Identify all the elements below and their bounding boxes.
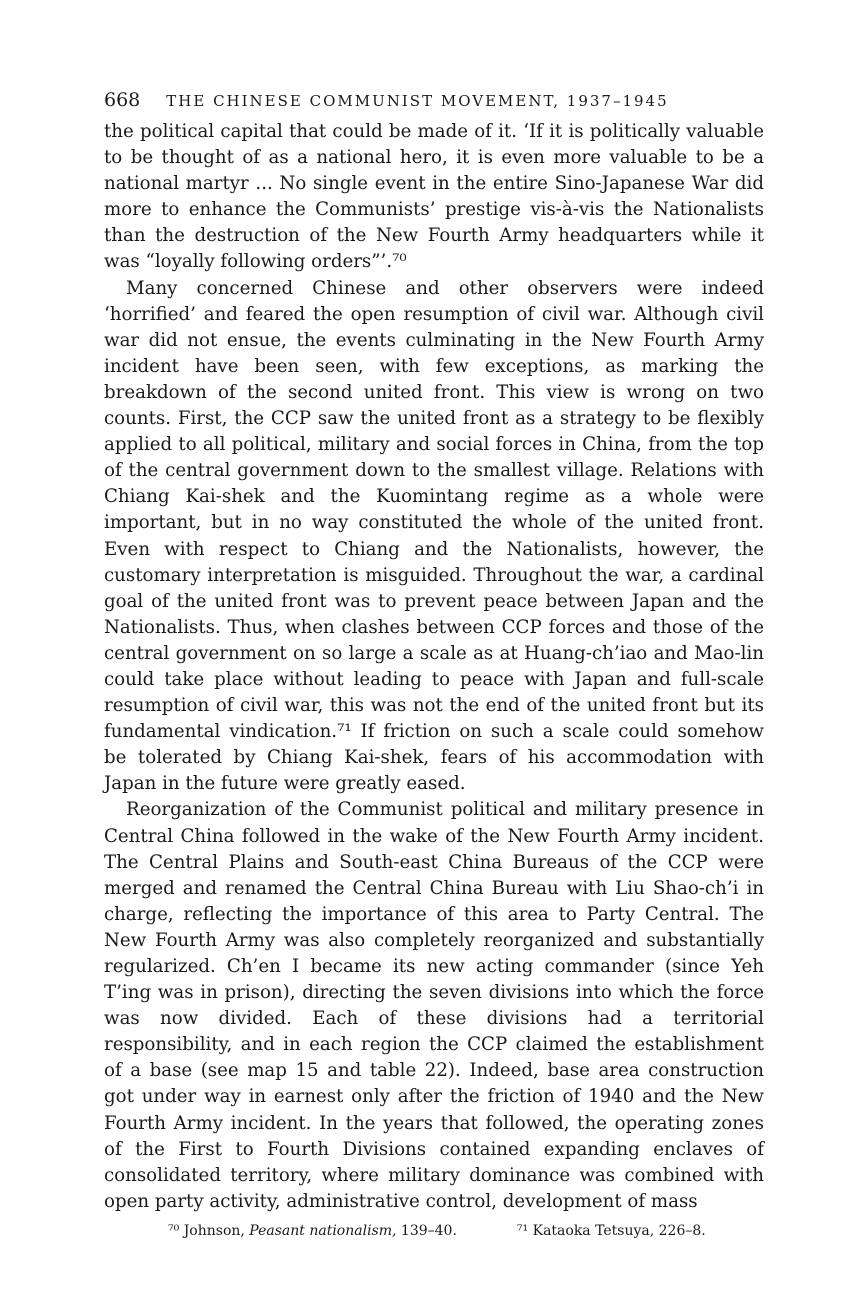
body-text bbox=[104, 119, 764, 1215]
running-title: THE CHINESE COMMUNIST MOVEMENT, 1937–1945 bbox=[166, 92, 669, 110]
paragraph-3: Reorganization of the Communist political and military presence in Central China followed in the wake of the New Fourth Army incident. The Central Plains and South-east China Bureaus of the CCP were merged and renamed the Central China Bureau with Liu Shao-ch’i in charge, reflecting the importance of this area to Party Central. The New Fourth Army was also completely reorganized and substantially regularized. Ch’en I became its new acting commander (since Yeh T’ing was in prison), directing the seven divisions into which the force was now divided. Each of these divisions had a territorial responsibility, and in each region the CCP claimed the establishment of a base (see map 15 and table 22). Indeed, base area construction got under way in earnest only after the friction of 1940 and the New Fourth Army incident. In the years that followed, the operating zones of the First to Fourth Divisions contained expanding enclaves of consolidated territory, where military dominance was combined with open party activity, administrative control, development of mass bbox=[104, 799, 764, 1212]
footnote-marker: ⁷¹ bbox=[516, 1222, 529, 1239]
footnote-pages: 226–8. bbox=[658, 1222, 706, 1239]
footnote-70 bbox=[168, 1221, 457, 1241]
running-header bbox=[104, 88, 764, 113]
footnote-title: Peasant nationalism, bbox=[249, 1222, 397, 1239]
footnote-pages: 139–40. bbox=[400, 1222, 457, 1239]
paragraph-1: the political capital that could be made of it. ‘If it is politically valuable to be thought of as a national hero, it is even more valuable to be a national martyr ... No single event in the entire Sino-Japanese War did more to enhance the Communists’ prestige vis-à-vis the Nationalists than the destruction of the New Fourth Army headquarters while it was “loyally following orders”’.⁷⁰ bbox=[104, 121, 764, 273]
footnote-author: Johnson, bbox=[183, 1222, 245, 1239]
footnote-author: Kataoka Tetsuya, bbox=[532, 1222, 655, 1239]
page-number: 668 bbox=[104, 89, 141, 111]
paragraph-2: Many concerned Chinese and other observers were indeed ‘horrified’ and feared the open resumption of civil war. Although civil war did not ensue, the events culminating in the New Fourth Army incident have been seen, with few exceptions, as marking the breakdown of the second united front. This view is wrong on two counts. First, the CCP saw the united front as a strategy to be flexibly applied to all political, military and social forces in China, from the top of the central government down to the smallest village. Relations with Chiang Kai-shek and the Kuomintang regime as a whole were important, but in no way constituted the whole of the united front. Even with respect to Chiang and the Nationalists, however, the customary interpretation is misguided. Throughout the war, a cardinal goal of the united front was to prevent peace between Japan and the Nationalists. Thus, when clashes between CCP forces and those of the central government on so large a scale as at Huang-ch’iao and Mao-lin could take place without leading to peace with Japan and full-scale resumption of civil war, this was not the end of the united front but its fundamental vindication.⁷¹ If friction on such a scale could somehow be tolerated by Chiang Kai-shek, fears of his accommodation with Japan in the future were greatly eased. bbox=[104, 277, 764, 795]
book-page bbox=[104, 88, 764, 1241]
footnotes bbox=[104, 1221, 764, 1241]
footnote-marker: ⁷⁰ bbox=[168, 1222, 180, 1239]
footnote-71 bbox=[517, 1221, 706, 1241]
